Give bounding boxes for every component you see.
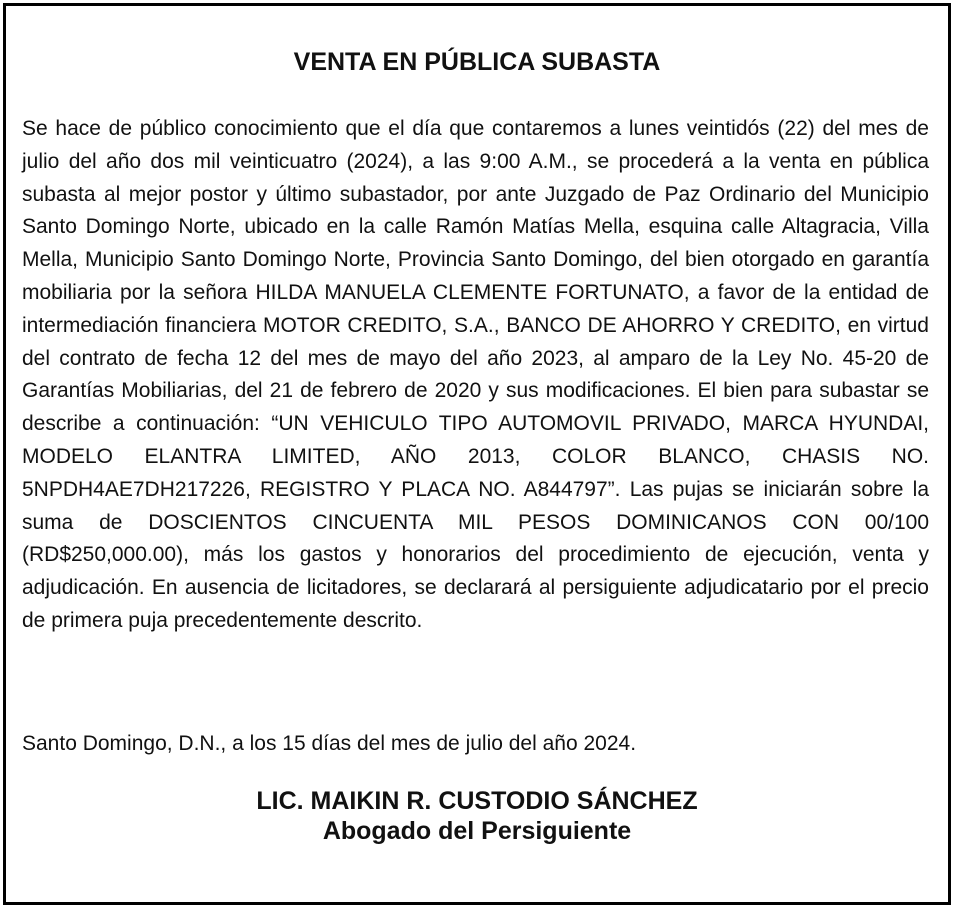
notice-title: VENTA EN PÚBLICA SUBASTA [293, 48, 661, 76]
date-line: Santo Domingo, D.N., a los 15 días del mes de julio del año 2024. [22, 732, 637, 755]
notice-body: Se hace de público conocimiento que el día que contaremos a lunes veintidós (22) del mes de julio del año dos mil veinticuatro (2024), a las 9:00 A.M., se procederá a la venta en pública subasta al mejor postor y último subastador, por ante Juzgado de Paz Ordinario del Municipio Santo Domingo Norte, ubicado en la calle Ramón Matías Mella, esquina calle Altagracia, Villa Mella, Municipio Santo Domingo Norte, Provincia Santo Domingo, del bien otorgado en garantía mobiliaria por la señora HILDA MANUELA CLEMENTE FORTUNATO, a favor de la entidad de intermediación financiera MOTOR CREDITO, S.A., BANCO DE AHORRO Y CREDITO, en virtud del contrato de fecha 12 del mes de mayo del año 2023, al amparo de la Ley No. 45-20 de Garantías Mobiliarias, del 21 de febrero de 2020 y sus modificaciones. El bien para subastar se describe a continuación: “UN VEHICULO TIPO AUTOMOVIL PRIVADO, MARCA HYUNDAI, MODELO ELANTRA LIMITED, AÑO 2013, COLOR BLANCO, CHASIS NO. 5NPDH4AE7DH217226, REGISTRO Y PLACA NO. A844797”. Las pujas se iniciarán sobre la suma de DOSCIENTOS CINCUENTA MIL PESOS DOMINICANOS CON 00/100 (RD$250,000.00), más los gastos y honorarios del procedimiento de ejecución, venta y adjudicación. En ausencia de licitadores, se declarará al persiguiente adjudicatario por el precio de primera puja precedentemente descrito. [22, 117, 929, 632]
signature-block [6, 786, 948, 846]
signer-name: LIC. MAIKIN R. CUSTODIO SÁNCHEZ [256, 787, 698, 815]
notice-frame [3, 3, 951, 905]
signer-role: Abogado del Persiguiente [322, 817, 632, 845]
